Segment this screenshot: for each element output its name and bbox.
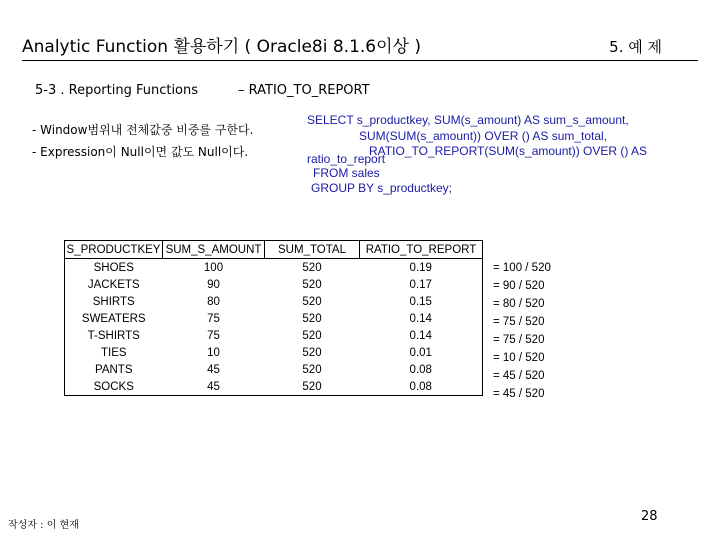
cell-sum-amount: 75 [207,312,220,325]
ratio-calculation: = 45 / 520 [493,370,545,382]
ratio-calculation: = 75 / 520 [493,316,545,328]
subheading-right: – RATIO_TO_REPORT [238,83,370,98]
cell-sum-total: 520 [302,261,322,274]
column-header-ratio: RATIO_TO_REPORT [360,241,483,259]
cell-productkey: SHOES [93,261,134,274]
cell-ratio: 0.14 [409,312,432,325]
cell-productkey: TIES [100,346,127,359]
table-row [65,259,483,277]
cell-sum-total: 520 [302,278,322,291]
cell-sum-total: 520 [302,380,322,393]
cell-productkey: SHIRTS [92,295,135,308]
cell-productkey: SWEATERS [81,312,146,325]
bullet-window-range: - Window범위내 전체값중 비중를 구한다. [32,123,254,137]
slide-title: Analytic Function 활용하기 ( Oracle8i 8.1.6이상 ) [22,37,421,57]
ratio-calculation: = 75 / 520 [493,334,545,346]
table-row [65,310,483,327]
bullet-null-expression: - Expression이 Null이면 값도 Null이다. [32,145,249,159]
subheading-left: 5-3 . Reporting Functions [35,83,199,98]
sql-line: GROUP BY s_productkey; [311,181,452,195]
cell-ratio: 0.15 [409,295,432,308]
table-row [65,378,483,396]
sql-line: SELECT s_productkey, SUM(s_amount) AS sum_s_amount, [307,113,629,127]
table-row [65,361,483,378]
cell-sum-amount: 75 [207,329,220,342]
table-row [65,276,483,293]
sql-line: RATIO_TO_REPORT(SUM(s_amount)) OVER () AS [369,144,648,158]
sql-line: FROM sales [313,166,380,180]
ratio-calculation: = 45 / 520 [493,388,545,400]
cell-productkey: JACKETS [87,278,140,291]
table-header-row [65,241,483,259]
cell-sum-total: 520 [302,329,322,342]
cell-productkey: SOCKS [93,380,134,393]
section-label: 5. 예 제 [609,38,662,56]
table-row [65,293,483,310]
cell-sum-amount: 10 [207,346,220,359]
sql-line: SUM(SUM(s_amount)) OVER () AS sum_total, [359,129,608,143]
table-row [65,344,483,361]
sql-line: ratio_to_report [307,152,386,166]
ratio-calculation: = 90 / 520 [493,280,545,292]
column-header-sum-total: SUM_TOTAL [265,241,360,259]
cell-sum-amount: 45 [207,363,220,376]
author-credit: 작성자 : 이 현재 [8,520,79,531]
cell-sum-total: 520 [302,295,322,308]
ratio-calculation: = 100 / 520 [493,262,551,274]
cell-ratio: 0.19 [409,261,432,274]
cell-sum-total: 520 [302,346,322,359]
ratio-calculation: = 80 / 520 [493,298,545,310]
cell-sum-total: 520 [302,363,322,376]
sql-code-block [305,113,650,203]
cell-sum-amount: 80 [207,295,220,308]
result-table [64,240,483,396]
cell-productkey: T-SHIRTS [87,329,140,342]
column-header-productkey: S_PRODUCTKEY [65,241,163,259]
table-row [65,327,483,344]
cell-ratio: 0.08 [409,363,432,376]
title-divider [22,60,698,61]
cell-sum-amount: 90 [207,278,220,291]
cell-ratio: 0.01 [409,346,432,359]
cell-sum-total: 520 [302,312,322,325]
cell-ratio: 0.17 [409,278,432,291]
cell-ratio: 0.08 [409,380,432,393]
cell-ratio: 0.14 [409,329,432,342]
cell-sum-amount: 100 [203,261,224,274]
column-header-sum-amount: SUM_S_AMOUNT [163,241,265,259]
cell-sum-amount: 45 [207,380,220,393]
ratio-calculation: = 10 / 520 [493,352,545,364]
cell-productkey: PANTS [95,363,133,376]
page-number: 28 [641,509,658,524]
